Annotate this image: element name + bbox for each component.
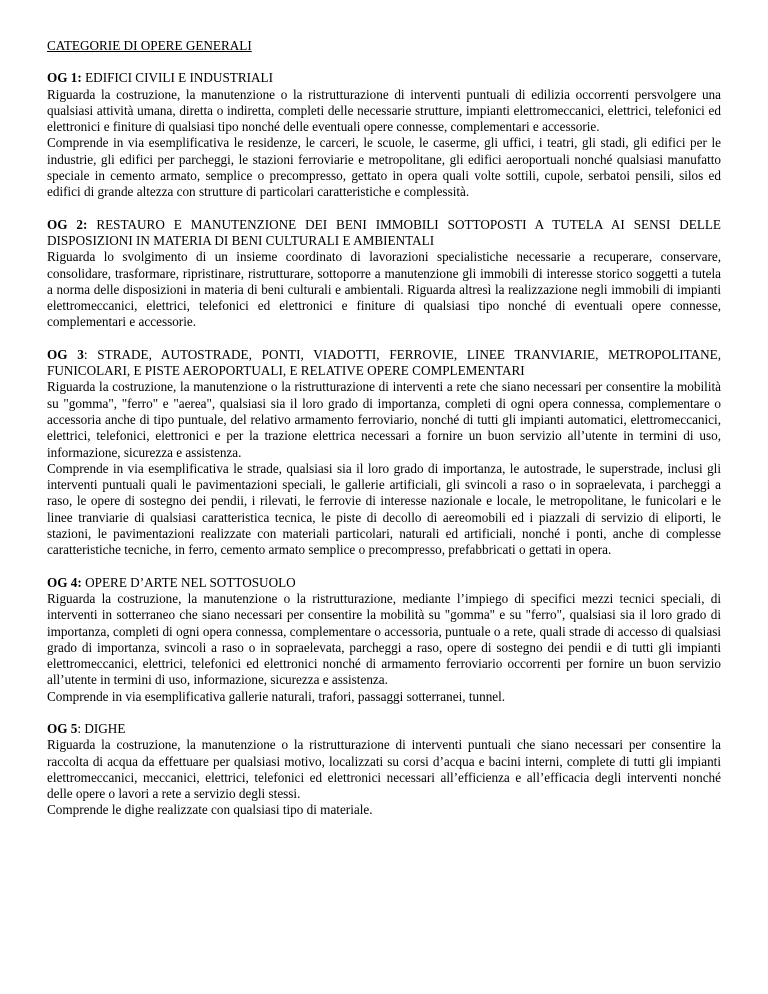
category-paragraph: Riguarda la costruzione, la manutenzione o la ristrutturazione, mediante l’impiego di specifici mezzi tecnici speciali, di interventi in sotterraneo che siano necessari per consentire la mobilità su "gomma" e su "ferro", qualsiasi sia il loro grado di importanza, completi di ogni opera connessa, complementare o accessoria, puntuale o a rete, quali strade di accesso di qualsiasi grado di importanza, svincoli a raso o in sopraelevata, parcheggi a raso, opere di sostegno dei pendii e di tutti gli impianti elettromeccanici, elettrici, telefonici ed elettronici nonché di armamento ferroviario occorrenti per fornire un buon servizio all’utente in termini di uso, informazione, sicurezza e assistenza. [47, 590, 721, 688]
category-code: OG 1: [47, 70, 82, 86]
category-heading [47, 721, 721, 737]
category-section-og3 [47, 347, 721, 559]
category-paragraph: Riguarda la costruzione, la manutenzione o la ristrutturazione di interventi puntuali che siano necessari per consentire la raccolta di acqua da effettuare per qualsiasi motivo, localizzati su corsi d’acqua e bacini interni, complete di tutti gli impianti elettromeccanici, meccanici, elettrici, telefonici ed elettronici necessari all’efficienza e all’efficacia degli interventi nonché delle opere o lavori a rete a servizio degli stessi. [47, 737, 721, 802]
category-title: RESTAURO E MANUTENZIONE DEI BENI IMMOBILI SOTTOPOSTI A TUTELA AI SENSI DELLE DISPOSIZIONI IN MATERIA DI BENI CULTURALI E AMBIENTALI [47, 216, 721, 248]
category-heading [47, 70, 721, 86]
document-title: CATEGORIE DI OPERE GENERALI [47, 38, 252, 53]
document-page [47, 38, 721, 835]
category-code: OG 4: [47, 574, 82, 590]
category-title: EDIFICI CIVILI E INDUSTRIALI [81, 70, 273, 86]
category-code: OG 3 [47, 346, 84, 362]
category-heading [47, 575, 721, 591]
category-section-og2 [47, 217, 721, 331]
category-paragraph: Riguarda la costruzione, la manutenzione o la ristrutturazione di interventi a rete che siano necessari per consentire la mobilità su "gomma", "ferro" e "aerea", qualsiasi sia il loro grado di importanza, completi di ogni opera connessa, complementare o accessoria anche di tipo puntuale, del relativo armamento ferroviario, nonché di tutti gli impianti automatici, elettromeccanici, elettrici, telefonici, elettronici e per la trazione elettrica necessari a fornire un buon servizio all’utente in termini di uso, informazione, sicurezza e assistenza. [47, 379, 721, 460]
category-paragraph: Riguarda lo svolgimento di un insieme coordinato di lavorazioni specialistiche necessarie a recuperare, conservare, consolidare, trasformare, ripristinare, ristrutturare, sottoporre a manutenzione gli immobili di interesse storico soggetti a tutela a norma delle disposizioni in materia di beni culturali e ambientali. Riguarda altresì la realizzazione negli immobili di impianti elettromeccanici, elettrici, telefonici ed elettronici e finiture di qualsiasi tipo nonché di eventuali opere connesse, complementari e accessorie. [47, 249, 721, 330]
category-title: : STRADE, AUTOSTRADE, PONTI, VIADOTTI, FERROVIE, LINEE TRANVIARIE, METROPOLITANE, FUNICOLARI, E PISTE AEROPORTUALI, E RELATIVE OPERE COMPLEMENTARI [47, 346, 721, 379]
category-paragraph: Comprende in via esemplificativa gallerie naturali, trafori, passaggi sotterranei, tunnel. [47, 688, 506, 704]
category-section-og4 [47, 575, 721, 705]
category-code: OG 2: [47, 216, 88, 232]
category-heading [47, 217, 721, 250]
category-paragraph: Riguarda la costruzione, la manutenzione o la ristrutturazione di interventi puntuali di edilizia occorrenti persvolgere una qualsiasi attività umana, diretta o indiretta, completi delle necessarie strutture, impianti elettromeccanici, elettrici, telefonici ed elettronici e finiture di qualsiasi tipo nonché delle eventuali opere connesse, complementari e accessorie. [47, 86, 721, 135]
category-code: OG 5 [47, 720, 78, 736]
category-title: OPERE D’ARTE NEL SOTTOSUOLO [81, 574, 296, 590]
category-section-og1 [47, 70, 721, 200]
category-paragraph: Comprende le dighe realizzate con qualsiasi tipo di materiale. [47, 802, 373, 818]
category-paragraph: Comprende in via esemplificativa le strade, qualsiasi sia il loro grado di importanza, le autostrade, le superstrade, inclusi gli interventi puntuali quali le pavimentazioni speciali, le gallerie artificiali, gli svincoli a raso o in sopraelevata, i parcheggi a raso, le opere di sostegno dei pendii, i rilevati, le ferrovie di interesse nazionale e locale, le metropolitane, le funicolari e le linee tranviarie di qualsiasi caratteristica tecnica, le piste di decollo di aereomobili ed i piazzali di servizio di eliporti, le stazioni, le pavimentazioni realizzate con materiali particolari, naturali ed artificiali, nonché i ponti, anche di complesse caratteristiche tecniche, in ferro, cemento armato semplice o precompresso, prefabbricati o gettati in opera. [47, 460, 721, 558]
category-section-og5 [47, 721, 721, 819]
category-paragraph: Comprende in via esemplificativa le residenze, le carceri, le scuole, le caserme, gli uffici, i teatri, gli stadi, gli edifici per le industrie, gli edifici per parcheggi, le stazioni ferroviarie e metropolitane, gli edifici aeroportuali nonché qualsiasi manufatto speciale in cemento armato, semplice o precompresso, gettato in opera quali volte sottili, cupole, serbatoi pensili, silos ed edifici di grande altezza con strutture di particolari caratteristiche e complessità. [47, 135, 721, 200]
category-title: : DIGHE [77, 720, 126, 736]
category-heading [47, 347, 721, 380]
